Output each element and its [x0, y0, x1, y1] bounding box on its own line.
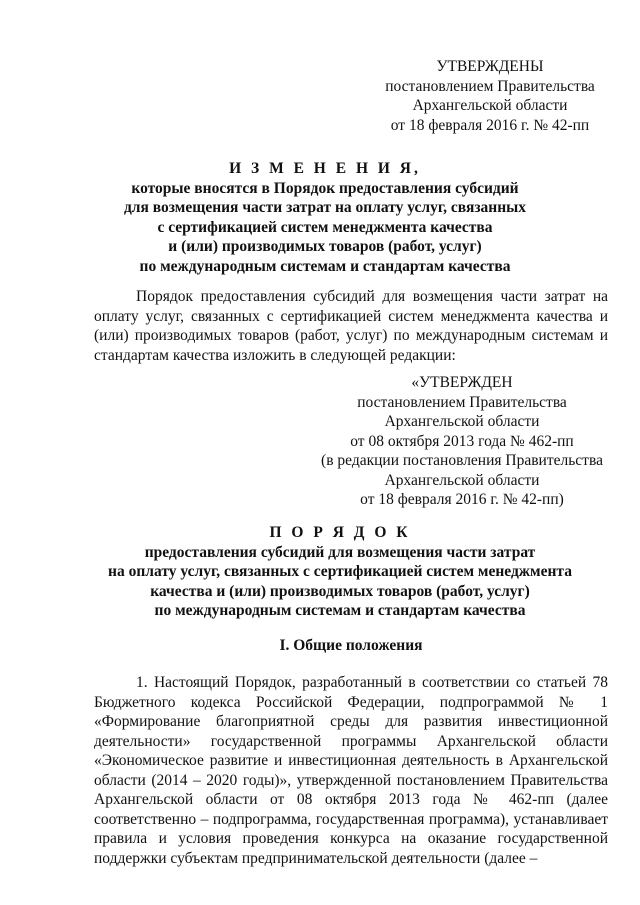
approval-stamp-second — [312, 373, 612, 510]
approval-line: постановлением Правительства — [357, 393, 567, 411]
approval-line: от 08 октября 2013 года № 462-пп — [350, 432, 574, 450]
intro-paragraph — [94, 287, 608, 365]
order-title-line: на оплату услуг, связанных с сертификацией систем менеджмента — [108, 563, 572, 580]
changes-heading: И З М Е Н Е Н И Я, — [229, 160, 421, 177]
approval-line: от 18 февраля 2016 г. № 42-пп — [390, 116, 590, 134]
changes-title-line: для возмещения части затрат на оплату услуг, связанных — [123, 199, 527, 216]
approval-stamp-top — [370, 57, 610, 135]
changes-title — [90, 159, 560, 276]
approval-line: постановлением Правительства — [385, 77, 595, 95]
approval-line: (в редакции постановления Правительства — [321, 452, 603, 469]
order-title-line: качества и (или) производимых товаров (работ, услуг) — [150, 582, 530, 600]
approval-line: от 18 февраля 2016 г. № 42-пп) — [360, 491, 564, 508]
approval-line: Архангельской области — [384, 471, 540, 489]
approval-heading: УТВЕРЖДЕНЫ — [436, 58, 544, 75]
order-title-line: предоставления субсидий для возмещения части затрат — [144, 543, 536, 561]
section-heading: I. Общие положения — [279, 637, 423, 654]
approval-heading: «УТВЕРЖДЕН — [411, 374, 513, 391]
changes-title-line: по международным системам и стандартам качества — [139, 257, 511, 275]
changes-title-line: которые вносятся в Порядок предоставления субсидий — [131, 179, 519, 197]
changes-title-line: с сертификацией систем менеджмента качества — [157, 218, 493, 236]
intro-text: Порядок предоставления субсидий для возмещения части затрат на оплату услуг, связанных с сертификацией систем менеджмента качества и (или) производимых товаров (работ, услуг) по международным системам и стандартам качества изложить в следующей редакции: — [94, 288, 608, 364]
approval-line: Архангельской области — [412, 97, 568, 114]
order-title-line: по международным системам и стандартам качества — [154, 602, 526, 619]
paragraph-1 — [94, 673, 608, 868]
paragraph-1-text: 1. Настоящий Порядок, разработанный в соответствии со статьей 78 Бюджетного кодекса Российской Федерации, подпрограммой № 1 «Формирование благоприятной среды для развития инвестиционной деятельности» государственной программы Архангельской области «Экономическое развитие и инвестиционная деятельность в Архангельской области (2014 – 2020 годы)», утвержденной постановлением Правительства Архангельской области от 08 октября 2013 года № 462-пп (далее соответственно – подпрограмма, государственная программа), устанавливает правила и условия проведения конкурса на оказание государственной поддержки субъектам предпринимательской деятельности (далее – — [94, 674, 608, 867]
order-heading: П О Р Я Д О К — [269, 524, 411, 541]
approval-line: Архангельской области — [384, 413, 540, 430]
changes-title-line: и (или) производимых товаров (работ, услуг) — [168, 238, 482, 255]
order-title — [90, 523, 590, 621]
